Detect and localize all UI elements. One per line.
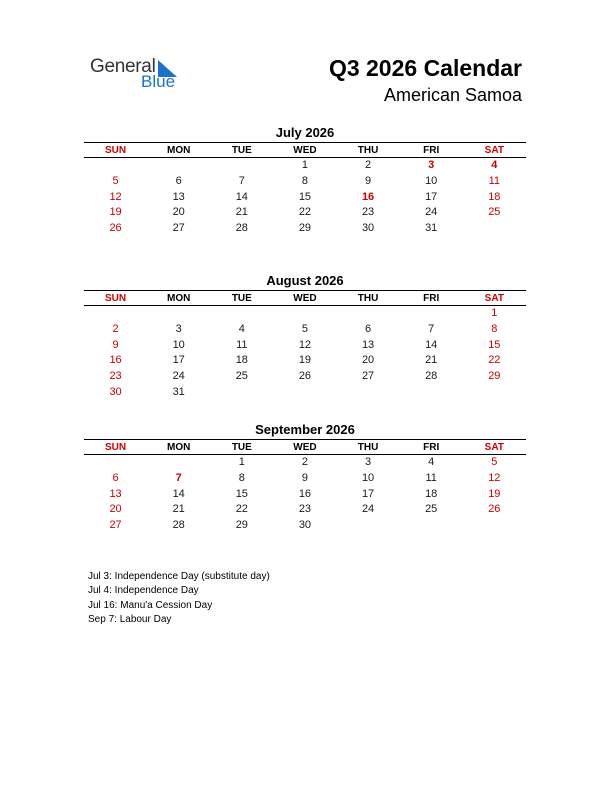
day-cell: 16: [361, 190, 375, 203]
week-row: [84, 322, 526, 338]
week-row: [84, 221, 526, 237]
day-cell: 15: [298, 190, 312, 203]
day-cell: 22: [298, 206, 312, 219]
day-cell: 1: [491, 307, 498, 319]
day-cell: 15: [235, 487, 248, 500]
day-cell: 30: [361, 222, 375, 235]
empty-day-cell: [337, 306, 400, 322]
day-cell: 21: [172, 503, 185, 516]
weekday-header-mon: MON: [167, 293, 191, 304]
day-cell: 12: [298, 338, 312, 351]
day-cell: 14: [425, 338, 438, 351]
page-subtitle: American Samoa: [383, 85, 522, 105]
weekday-header-sat: SAT: [484, 145, 504, 156]
week-row: [84, 518, 526, 534]
day-cell: 5: [112, 174, 119, 187]
empty-day-cell: [273, 385, 336, 401]
weekday-header-thu: THU: [357, 442, 379, 453]
day-cell: 9: [112, 338, 119, 351]
day-cell: 27: [361, 370, 375, 383]
day-cell: 26: [488, 503, 501, 516]
weekday-header-sat: SAT: [484, 293, 504, 304]
day-cell: 13: [361, 338, 375, 351]
day-cell: 31: [425, 222, 438, 235]
month-name: September 2026: [255, 422, 355, 437]
day-cell: 8: [491, 322, 498, 335]
weekday-header-wed: WED: [293, 442, 317, 453]
day-cell: 16: [298, 487, 312, 500]
day-cell: 10: [172, 338, 185, 351]
weekday-header-sat: SAT: [484, 442, 504, 453]
weekday-header-row: [84, 142, 526, 158]
day-cell: 17: [361, 487, 375, 500]
day-cell: 17: [425, 190, 438, 203]
day-cell: 25: [235, 370, 248, 383]
empty-day-cell: [84, 306, 147, 322]
logo-word-blue: Blue: [141, 72, 176, 91]
day-cell: 24: [425, 206, 438, 219]
day-cell: 28: [235, 222, 248, 235]
day-cell: 17: [172, 354, 185, 367]
empty-day-cell: [147, 158, 210, 174]
day-cell: 13: [109, 487, 122, 500]
day-cell: 4: [428, 456, 435, 468]
day-cell: 26: [298, 370, 312, 383]
day-cell: 11: [236, 338, 248, 351]
weekday-header-mon: MON: [167, 442, 191, 453]
empty-day-cell: [273, 306, 336, 322]
day-cell: 11: [425, 471, 437, 484]
day-cell: 9: [301, 471, 308, 484]
week-row: [84, 385, 526, 401]
week-row: [84, 471, 526, 487]
day-cell: 30: [298, 519, 312, 532]
day-cell: 14: [235, 190, 248, 203]
empty-day-cell: [463, 221, 526, 237]
day-cell: 21: [235, 206, 248, 219]
day-cell: 6: [365, 322, 372, 335]
day-cell: 20: [172, 206, 185, 219]
day-cell: 23: [109, 370, 122, 383]
day-cell: 8: [238, 471, 245, 484]
empty-day-cell: [84, 455, 147, 471]
day-cell: 13: [172, 190, 185, 203]
weekday-header-fri: FRI: [423, 442, 440, 453]
month-august: [84, 272, 526, 401]
day-cell: 29: [298, 222, 312, 235]
week-row: [84, 158, 526, 174]
weekday-header-wed: WED: [293, 145, 317, 156]
weekday-header-row: [84, 439, 526, 455]
empty-day-cell: [400, 518, 463, 534]
day-cell: 2: [301, 456, 308, 468]
day-cell: 10: [425, 174, 438, 187]
day-cell: 1: [238, 456, 245, 468]
day-cell: 8: [301, 174, 308, 187]
week-row: [84, 455, 526, 471]
day-cell: 19: [109, 206, 122, 219]
empty-day-cell: [210, 385, 273, 401]
logo-word-general: General: [90, 56, 156, 77]
empty-day-cell: [84, 158, 147, 174]
day-cell: 3: [428, 159, 435, 171]
week-row: [84, 205, 526, 221]
weekday-header-tue: TUE: [231, 293, 252, 304]
weekday-header-row: [84, 290, 526, 306]
week-row: [84, 487, 526, 503]
day-cell: 28: [172, 519, 185, 532]
empty-day-cell: [210, 306, 273, 322]
day-cell: 9: [365, 174, 372, 187]
weekday-header-tue: TUE: [231, 145, 252, 156]
day-cell: 24: [172, 370, 185, 383]
day-cell: 26: [109, 222, 122, 235]
day-cell: 3: [365, 456, 372, 468]
day-cell: 4: [491, 159, 498, 171]
day-cell: 7: [175, 471, 182, 484]
day-cell: 7: [428, 322, 435, 335]
day-cell: 20: [361, 354, 375, 367]
holiday-note: Jul 4: Independence Day: [88, 585, 199, 597]
holiday-note: Jul 16: Manu'a Cession Day: [88, 599, 213, 611]
day-cell: 5: [301, 322, 308, 335]
day-cell: 12: [109, 190, 122, 203]
day-cell: 11: [488, 174, 501, 187]
weekday-header-sun: SUN: [105, 145, 127, 156]
day-cell: 12: [488, 471, 501, 484]
week-row: [84, 174, 526, 190]
month-july: [84, 124, 526, 237]
day-cell: 3: [175, 322, 182, 335]
month-september: [84, 421, 526, 534]
day-cell: 29: [235, 519, 248, 532]
day-cell: 4: [238, 322, 245, 335]
day-cell: 6: [175, 174, 182, 187]
weekday-header-sun: SUN: [105, 293, 127, 304]
page-title: Q3 2026 Calendar: [328, 55, 522, 81]
day-cell: 2: [112, 322, 119, 335]
weekday-header-mon: MON: [167, 145, 191, 156]
week-row: [84, 502, 526, 518]
day-cell: 18: [425, 487, 438, 500]
day-cell: 29: [488, 370, 501, 383]
day-cell: 19: [488, 487, 501, 500]
day-cell: 15: [488, 338, 501, 351]
holiday-note: Sep 7: Labour Day: [88, 613, 172, 625]
holiday-note: Jul 3: Independence Day (substitute day): [88, 571, 270, 582]
month-name: August 2026: [266, 273, 344, 288]
week-row: [84, 353, 526, 369]
day-cell: 25: [488, 206, 501, 219]
generalblue-logo: [90, 56, 200, 96]
day-cell: 5: [491, 456, 498, 468]
day-cell: 14: [172, 487, 185, 500]
day-cell: 1: [301, 159, 308, 171]
day-cell: 21: [425, 354, 438, 367]
empty-day-cell: [463, 518, 526, 534]
day-cell: 19: [298, 354, 312, 367]
day-cell: 20: [109, 503, 122, 516]
week-row: [84, 338, 526, 354]
month-name: July 2026: [275, 125, 335, 140]
weekday-header-thu: THU: [357, 293, 379, 304]
empty-day-cell: [400, 306, 463, 322]
day-cell: 28: [425, 370, 438, 383]
day-cell: 16: [109, 354, 122, 367]
week-row: [84, 369, 526, 385]
empty-day-cell: [147, 455, 210, 471]
day-cell: 7: [238, 174, 245, 187]
day-cell: 31: [172, 385, 185, 398]
empty-day-cell: [337, 518, 400, 534]
empty-day-cell: [147, 306, 210, 322]
day-cell: 24: [361, 503, 375, 516]
day-cell: 18: [488, 190, 501, 203]
weekday-header-wed: WED: [293, 293, 317, 304]
weekday-header-fri: FRI: [423, 145, 440, 156]
empty-day-cell: [337, 385, 400, 401]
day-cell: 27: [109, 519, 122, 532]
day-cell: 27: [172, 222, 185, 235]
empty-day-cell: [210, 158, 273, 174]
week-row: [84, 190, 526, 206]
holiday-notes: [88, 570, 270, 627]
day-cell: 22: [488, 354, 501, 367]
weekday-header-fri: FRI: [423, 293, 440, 304]
weekday-header-sun: SUN: [105, 442, 127, 453]
day-cell: 18: [235, 354, 248, 367]
empty-day-cell: [400, 385, 463, 401]
week-row: [84, 306, 526, 322]
day-cell: 10: [361, 471, 375, 484]
day-cell: 23: [298, 503, 312, 516]
day-cell: 2: [365, 159, 372, 171]
empty-day-cell: [463, 385, 526, 401]
day-cell: 22: [235, 503, 248, 516]
day-cell: 6: [112, 471, 119, 484]
day-cell: 23: [361, 206, 375, 219]
weekday-header-tue: TUE: [231, 442, 252, 453]
weekday-header-thu: THU: [357, 145, 379, 156]
day-cell: 25: [425, 503, 438, 516]
day-cell: 30: [109, 385, 122, 398]
